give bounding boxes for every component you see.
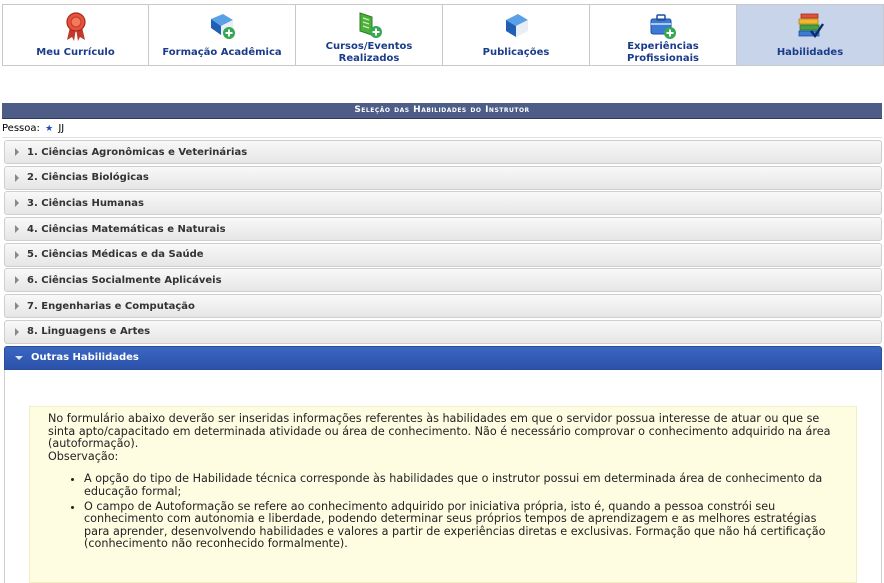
accordion-item-label: 5. Ciências Médicas e da Saúde xyxy=(27,249,204,261)
list-item: • A opção do tipo de Habilidade técnica corresponde às habilidades que o instrutor possui em determinada área de conhecimento da educação formal; xyxy=(84,473,838,498)
accordion-item-label: 2. Ciências Biológicas xyxy=(27,172,149,184)
tab-label: Habilidades xyxy=(776,47,844,58)
note-obs-label: Observação: xyxy=(48,449,119,463)
accordion-item-label: Outras Habilidades xyxy=(31,352,139,363)
chevron-right-icon xyxy=(15,148,19,156)
person-label: Pessoa: xyxy=(2,123,40,134)
chevron-right-icon xyxy=(15,302,19,310)
accordion-item-label: 1. Ciências Agronômicas e Veterinárias xyxy=(27,146,248,158)
chevron-right-icon xyxy=(15,174,19,182)
person-row xyxy=(2,120,882,138)
tab-label: Cursos/Eventos Realizados xyxy=(325,41,413,64)
chevron-down-icon xyxy=(15,356,23,360)
note-intro: No formulário abaixo deverão ser inseridas informações referentes às habilidades em que o servidor possua interesse de atuar ou que se sinta apto/capacitado em determinada atividade ou área de conhecimento. Não é necessário comprovar o conhecimento adquirido na área (autoformação). xyxy=(48,412,831,451)
chevron-right-icon xyxy=(15,251,19,259)
accordion-item-linguagens[interactable] xyxy=(4,320,882,344)
tab-publicacoes[interactable] xyxy=(443,4,590,66)
tab-label: Meu Currículo xyxy=(36,47,115,58)
briefcase-add-icon xyxy=(647,11,679,41)
book-icon xyxy=(500,11,532,41)
chevron-right-icon xyxy=(15,276,19,284)
top-tab-bar xyxy=(2,4,882,66)
accordion-item-ciencias-medicas[interactable] xyxy=(4,243,882,267)
accordion-item-label: 6. Ciências Socialmente Aplicáveis xyxy=(27,274,222,286)
star-icon: ★ xyxy=(45,124,54,134)
accordion-item-ciencias-humanas[interactable] xyxy=(4,191,882,215)
note-bullets xyxy=(48,473,838,551)
tab-label: Formação Acadêmica xyxy=(162,47,282,58)
tab-formacao-academica[interactable] xyxy=(149,4,296,66)
certificate-add-icon xyxy=(353,11,385,41)
accordion-item-label: 3. Ciências Humanas xyxy=(27,197,144,209)
tab-experiencias-profissionais[interactable] xyxy=(590,4,737,66)
list-item: • O campo de Autoformação se refere ao conhecimento adquirido por iniciativa própria, isto é, quando a pessoa constrói seu conhecimento com autonomia e liberdade, podendo determinar seus próprios tempos de aprendizagem e as melhores estratégias para aprender, desenvolvendo habilidades e valores a partir de experiências diretas e exclusivas. Formação que não há certificação (conhecimento não reconhecido formalmente). xyxy=(84,501,838,551)
tab-meu-curriculo[interactable] xyxy=(2,4,149,66)
book-add-icon xyxy=(206,11,238,41)
accordion-item-engenharias[interactable] xyxy=(4,294,882,318)
ribbon-award-icon xyxy=(60,11,92,41)
accordion-item-ciencias-agronomicas[interactable] xyxy=(4,140,882,164)
outras-habilidades-panel xyxy=(4,370,882,583)
accordion-item-label: 4. Ciências Matemáticas e Naturais xyxy=(27,223,226,235)
books-check-icon xyxy=(794,11,826,41)
tab-label: Publicações xyxy=(482,47,550,58)
tab-habilidades[interactable] xyxy=(737,4,884,66)
accordion-item-ciencias-matematicas[interactable] xyxy=(4,217,882,241)
accordion-item-ciencias-sociais[interactable] xyxy=(4,268,882,292)
chevron-right-icon xyxy=(15,225,19,233)
accordion-item-ciencias-biologicas[interactable] xyxy=(4,166,882,190)
accordion-item-label: 7. Engenharias e Computação xyxy=(27,300,195,312)
chevron-right-icon xyxy=(15,199,19,207)
section-title: Seleção das Habilidades do Instrutor xyxy=(2,103,882,119)
info-note xyxy=(29,406,857,583)
chevron-right-icon xyxy=(15,328,19,336)
tab-label: Experiências Profissionais xyxy=(627,41,699,64)
person-value: JJ xyxy=(58,123,65,134)
skills-accordion xyxy=(4,140,882,371)
accordion-item-label: 8. Linguagens e Artes xyxy=(27,326,151,338)
tab-cursos-eventos[interactable] xyxy=(296,4,443,66)
accordion-item-outras-habilidades[interactable] xyxy=(4,346,882,370)
